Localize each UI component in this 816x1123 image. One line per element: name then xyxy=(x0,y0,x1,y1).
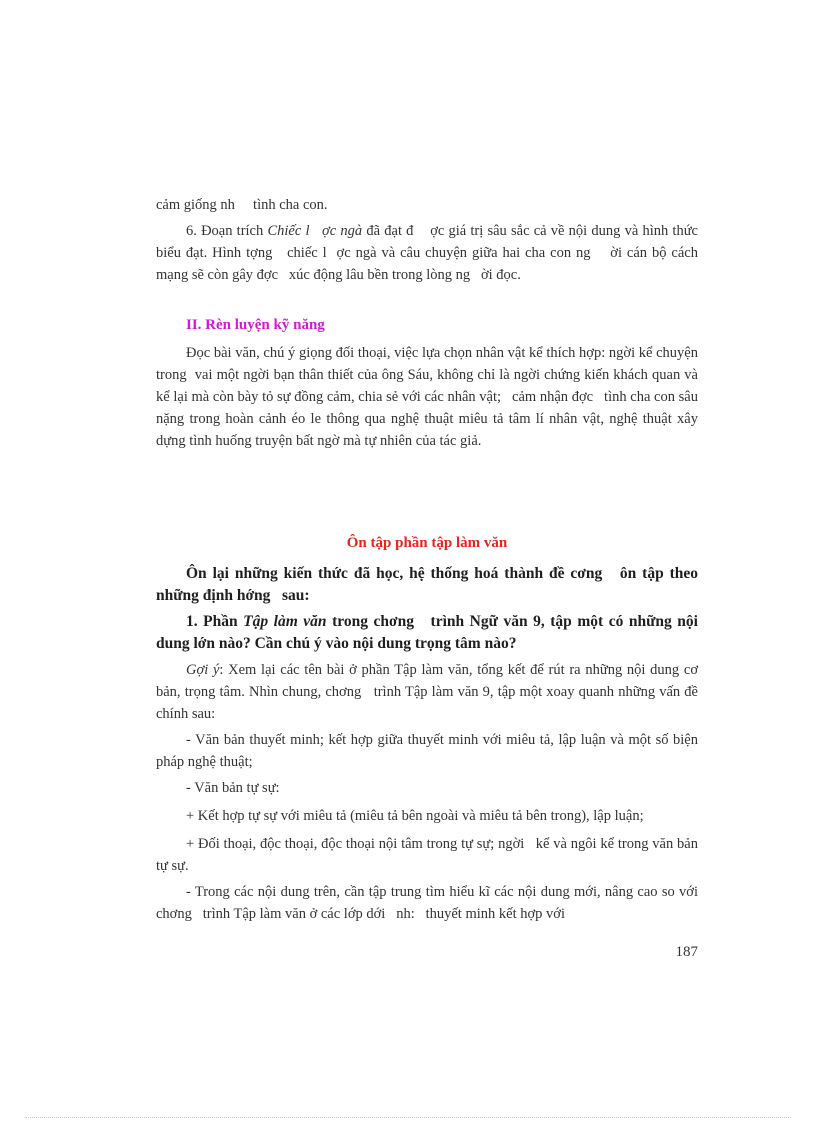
list-item-narrative-description: + Kết hợp tự sự với miêu tả (miêu tả bên ngoài và miêu tả bên trong), lập luận; xyxy=(186,808,644,824)
text-run: 6. Đoạn trích xyxy=(186,223,268,239)
page-number: 187 xyxy=(675,944,698,960)
paragraph-review-intro: Ôn lại những kiến thức đã học, hệ thống hoá thành đề cơng ôn tập theo những định hớng sau: xyxy=(156,565,698,604)
text-run: trong chơng trình Ngữ văn 9, tập một có những nội dung lớn nào? Cần chú ý vào nội dung trọng tâm nào? xyxy=(156,613,698,652)
subject-italic: Tập làm văn xyxy=(243,613,327,630)
list-item-dialogue: + Đối thoại, độc thoại, độc thoại nội tâm trong tự sự; ngời kể và ngôi kể trong văn bản tự sự. xyxy=(156,836,698,874)
bottom-divider xyxy=(25,1117,791,1118)
paragraph-father-love: cảm giống nh tình cha con. xyxy=(156,197,328,213)
paragraph-point-6 xyxy=(156,220,698,286)
hint-label: Gợi ý xyxy=(186,662,220,678)
list-item-expository: - Văn bản thuyết minh; kết hợp giữa thuyết minh với miêu tả, lập luận và một số biện pháp nghệ thuật; xyxy=(156,732,698,770)
text-run: đã đạt đ ợc giá trị sâu sắc cả về nội dung và hình thức biểu đạt. Hình tợng chiếc l ợc ngà và câu chuyện giữa hai cha con ng ời cán bộ cách mạng sẽ còn gây đợc xúc động lâu bền trong lòng ng ời đọc. xyxy=(156,223,698,283)
paragraph-hint xyxy=(156,659,698,725)
list-item-narrative: - Văn bản tự sự: xyxy=(186,780,280,796)
text-run: 1. Phần xyxy=(186,613,244,630)
section-heading-skills: II. Rèn luyện kỹ năng xyxy=(186,317,325,333)
question-1 xyxy=(156,611,698,655)
review-title: Ôn tập phần tập làm văn xyxy=(346,535,508,551)
paragraph-focus: - Trong các nội dung trên, cần tập trung tìm hiểu kĩ các nội dung mới, nâng cao so với chơng trình Tập làm văn ở các lớp dới nh: thuyết minh kết hợp với xyxy=(156,884,698,922)
paragraph-skills: Đọc bài văn, chú ý giọng đối thoại, việc lựa chọn nhân vật kể thích hợp: ngời kể chuyện trong vai một ngời bạn thân thiết của ông Sáu, không chỉ là ngời chứng kiến khách quan và kể lại mà còn bày tỏ sự đồng cảm, chia sẻ với các nhân vật; cảm nhận đợc tình cha con sâu nặng trong hoàn cảnh éo le thông qua nghệ thuật miêu tả tâm lí nhân vật, nghệ thuật xây dựng tình huống truyện bất ngờ mà tự nhiên của tác giả. xyxy=(156,345,698,449)
text-run: : Xem lại các tên bài ở phần Tập làm văn, tổng kết để rút ra những nội dung cơ bản, trọng tâm. Nhìn chung, chơng trình Tập làm văn 9, tập một xoay quanh những vấn đề chính sau: xyxy=(156,662,698,722)
work-title-italic: Chiếc l ợc ngà xyxy=(267,223,363,239)
